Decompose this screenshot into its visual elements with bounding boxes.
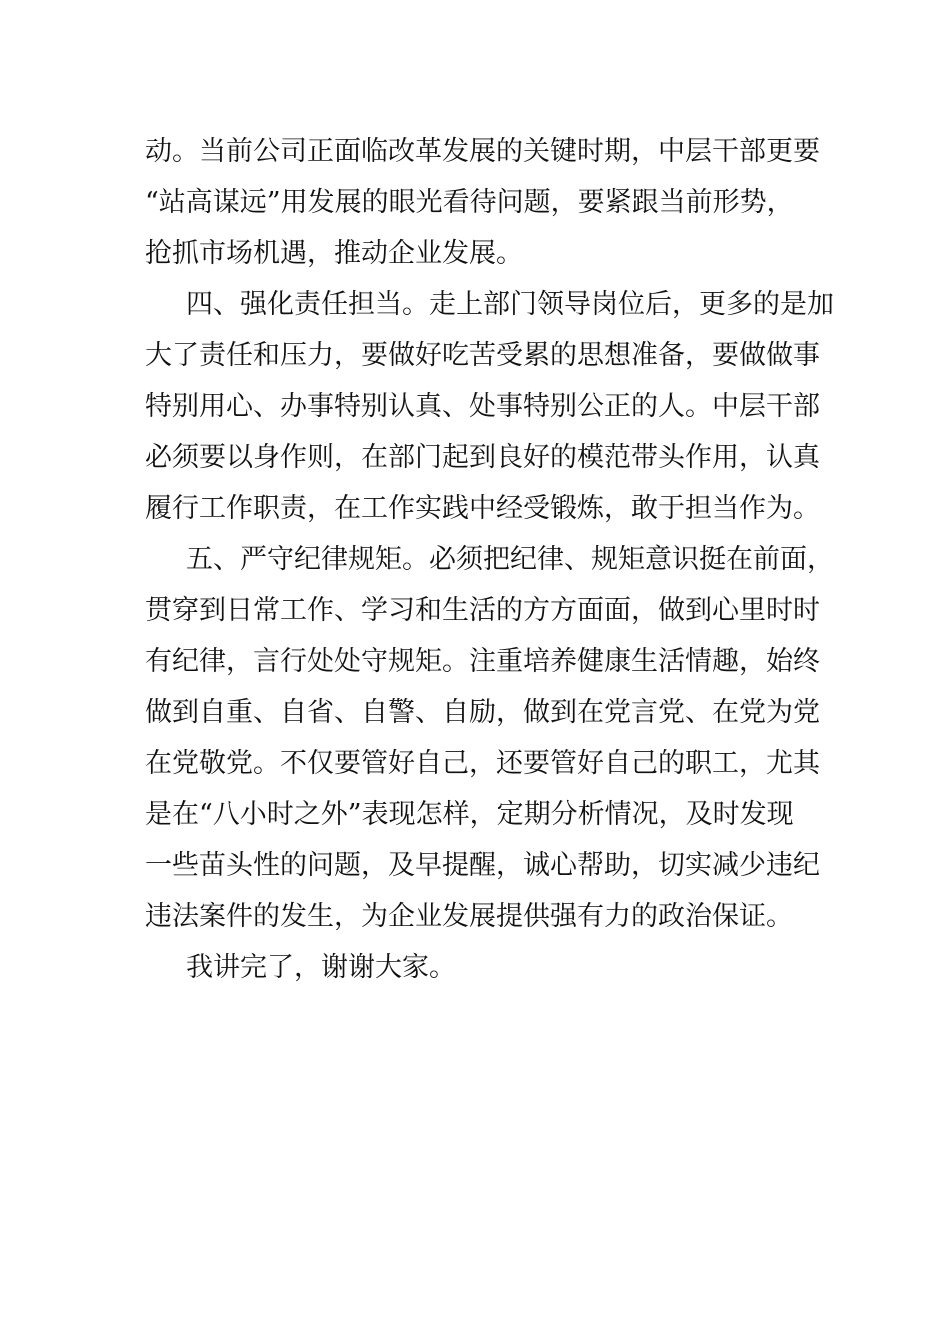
text-line: 做到自重、自省、自警、自励，做到在党言党、在党为党 (145, 697, 820, 728)
section-five-heading-line: 五、严守纪律规矩。必须把纪律、规矩意识挺在前面， (186, 544, 834, 575)
text-line: 违法案件的发生，为企业发展提供强有力的政治保证。 (145, 901, 793, 932)
text-line: 是在“八小时之外”表现怎样，定期分析情况，及时发现 (145, 799, 794, 830)
text-line: 大了责任和压力，要做好吃苦受累的思想准备，要做做事 (145, 340, 820, 371)
text-line: 一些苗头性的问题，及早提醒，诚心帮助，切实减少违纪 (145, 850, 820, 881)
text-line: 贯穿到日常工作、学习和生活的方方面面，做到心里时时 (145, 595, 820, 626)
text-line: 特别用心、办事特别认真、处事特别公正的人。中层干部 (145, 391, 820, 422)
closing-line: 我讲完了，谢谢大家。 (186, 952, 456, 983)
text-line: 抢抓市场机遇，推动企业发展。 (145, 238, 523, 269)
text-line: 有纪律，言行处处守规矩。注重培养健康生活情趣，始终 (145, 646, 820, 677)
text-line: 履行工作职责，在工作实践中经受锻炼，敢于担当作为。 (145, 493, 820, 524)
section-four-heading-line: 四、强化责任担当。走上部门领导岗位后，更多的是加 (186, 289, 834, 320)
text-line: 必须要以身作则，在部门起到良好的模范带头作用，认真 (145, 442, 820, 473)
text-line: 动。当前公司正面临改革发展的关键时期，中层干部更要 (145, 136, 820, 167)
text-line: “站高谋远”用发展的眼光看待问题，要紧跟当前形势， (145, 187, 794, 218)
document-body (145, 126, 834, 993)
text-line: 在党敬党。不仅要管好自己，还要管好自己的职工，尤其 (145, 748, 820, 779)
